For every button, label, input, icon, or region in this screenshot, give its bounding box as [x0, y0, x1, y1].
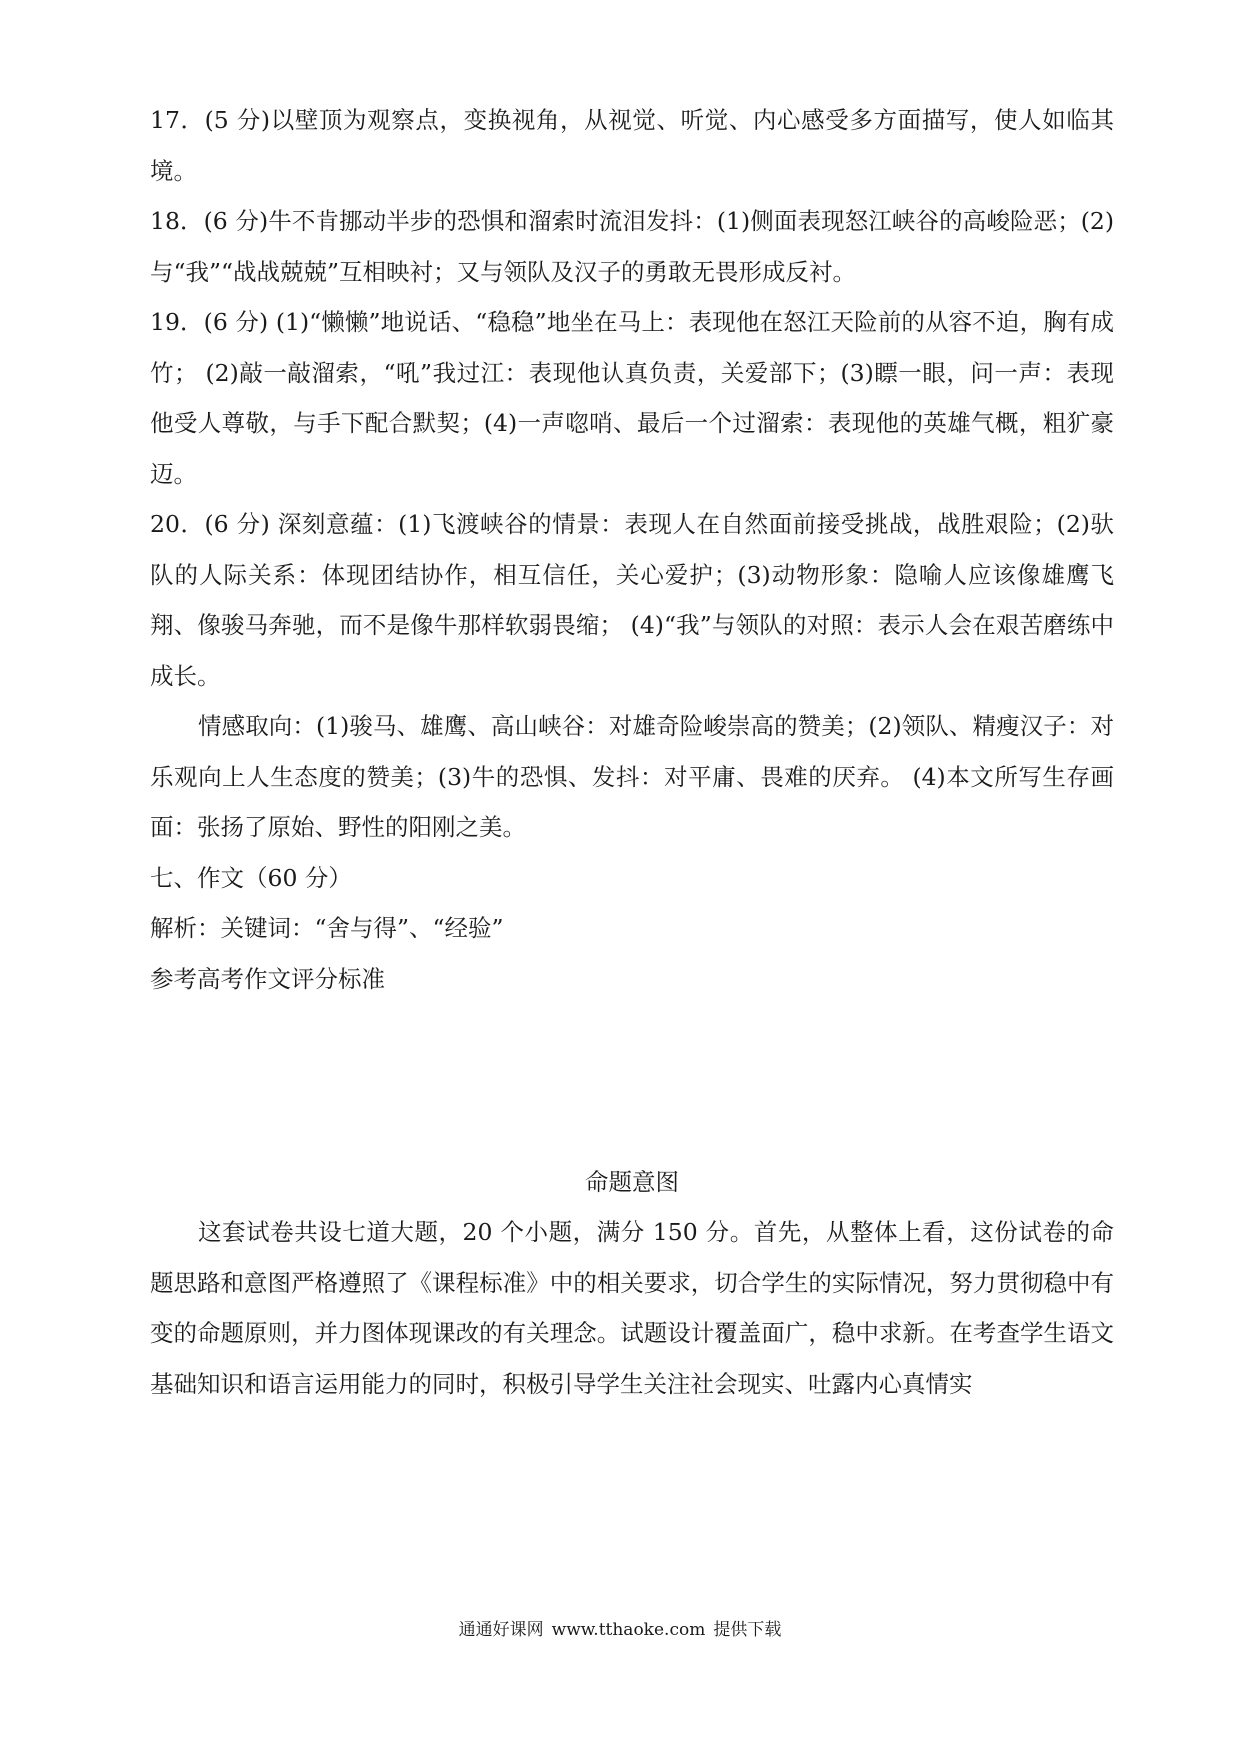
answer-q18: 18．(6 分)牛不肯挪动半步的恐惧和溜索时流泪发抖：(1)侧面表现怒江峡谷的高峻险恶；(2)与“我”“战战兢兢”互相映衬；又与领队及汉子的勇敢无畏形成反衬。	[150, 207, 1114, 286]
intent-section	[150, 1207, 1114, 1409]
answer-q20: 20．(6 分) 深刻意蕴：(1)飞渡峡谷的情景：表现人在自然面前接受挑战，战胜艰险；(2)驮队的人际关系：体现团结协作，相互信任，关心爱护；(3)动物形象：隐喻人应该像雄鹰飞翔、像骏马奔驰，而不是像牛那样软弱畏缩； (4)“我”与领队的对照：表示人会在艰苦磨练中成长。	[150, 510, 1114, 690]
footer-suffix: 提供下载	[713, 1620, 782, 1640]
footer-url[interactable]: www.tthaoke.com	[551, 1620, 706, 1640]
answer-q20-emotion: 情感取向：(1)骏马、雄鹰、高山峡谷：对雄奇险峻崇高的赞美；(2)领队、精瘦汉子：对乐观向上人生态度的赞美；(3)牛的恐惧、发抖：对平庸、畏难的厌弃。 (4)本文所写生存画面：张扬了原始、野性的阳刚之美。	[150, 712, 1114, 841]
answer-q19: 19．(6 分) (1)“懒懒”地说话、“稳稳”地坐在马上：表现他在怒江天险前的从容不迫，胸有成竹； (2)敲一敲溜索，“吼”我过江：表现他认真负责，关爱部下；(3)瞟一眼，问一声：表现他受人尊敬，与手下配合默契；(4)一声唿哨、最后一个过溜索：表现他的英雄气概，粗犷豪迈。	[150, 308, 1114, 488]
intent-paragraph: 这套试卷共设七道大题，20 个小题，满分 150 分。首先，从整体上看，这份试卷的命题思路和意图严格遵照了《课程标准》中的相关要求，切合学生的实际情况，努力贯彻稳中有变的命题原则，并力图体现课改的有关理念。试题设计覆盖面广，稳中求新。在考查学生语文基础知识和语言运用能力的同时，积极引导学生关注社会现实、吐露内心真情实	[150, 1218, 1114, 1398]
page-footer	[0, 1618, 1240, 1642]
answer-section	[150, 95, 1114, 1004]
footer-site-name: 通通好课网	[458, 1620, 544, 1640]
essay-analysis: 解析：关键词：“舍与得”、“经验”	[150, 914, 504, 942]
intent-title: 命题意图	[585, 1168, 679, 1196]
section-7-heading: 七、作文（60 分）	[150, 863, 352, 892]
essay-reference: 参考高考作文评分标准	[150, 964, 385, 993]
answer-q17: 17．(5 分)以壁顶为观察点，变换视角，从视觉、听觉、内心感受多方面描写，使人如临其境。	[150, 106, 1114, 185]
